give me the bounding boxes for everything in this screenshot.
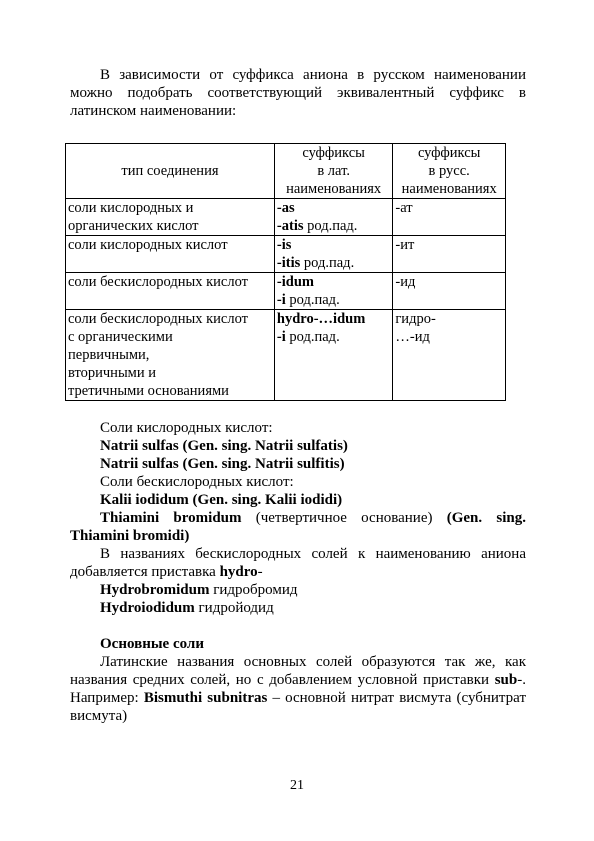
oxy-label: Соли кислородных кислот: [100,420,273,436]
example-4: Thiamini bromidum (четвертичное основание) (Gen. sing. Thiamini bromidi) [70,510,526,544]
cell-type: соли кислородных кислот [66,236,275,273]
nonoxy-label: Соли бескислородных кислот: [100,474,294,490]
cell-rus: гидро- …-ид [393,310,506,401]
section-heading: Основные соли [100,636,204,652]
header-lat: суффиксы в лат. наименованиях [274,144,392,199]
header-type: тип соединения [66,144,275,199]
example-1: Natrii sulfas (Gen. sing. Natrii sulfatis) [100,438,348,454]
cell-type: соли бескислородных кислот с органическими первичными, вторичными и третичными основаниями [66,310,275,401]
cell-lat: -as -atis род.пад. [274,199,392,236]
table-row [66,199,506,236]
examples-block [70,419,526,617]
example-3: Kalii iodidum (Gen. sing. Kalii iodidi) [100,492,343,508]
table-row [66,310,506,401]
cell-type: соли бескислородных кислот [66,273,275,310]
table-header-row [66,144,506,199]
cell-type: соли кислородных и органических кислот [66,199,275,236]
cell-lat: -is -itis род.пад. [274,236,392,273]
table-row [66,236,506,273]
cell-rus: -ит [393,236,506,273]
hydro-paragraph: В названиях бескислородных солей к наименованию аниона добавляется приставка hydro- [70,546,526,580]
intro-paragraph: В зависимости от суффикса аниона в русском наименовании можно подобрать соответствующий эквивалентный суффикс в латинском наименовании: [70,67,526,119]
page-content [70,66,526,725]
table-row [66,273,506,310]
cell-lat: hydro-…idum -i род.пад. [274,310,392,401]
basic-paragraph: Латинские названия основных солей образуются так же, как названия средних солей, но с добавлением условной приставки sub-. Например: Bismuthi subnitras – основной нитрат висмута (субнитрат висмута) [70,654,526,724]
suffix-table [65,143,506,401]
page-number: 21 [290,778,304,793]
basic-salts-section [70,635,526,725]
cell-lat: -idum -i род.пад. [274,273,392,310]
header-rus: суффиксы в русс. наименованиях [393,144,506,199]
hydro-example: Hydroiodidum гидройодид [100,600,274,616]
hydro-example: Hydrobromidum гидробромид [100,582,298,598]
cell-rus: -ат [393,199,506,236]
example-2: Natrii sulfas (Gen. sing. Natrii sulfitis) [100,456,345,472]
cell-rus: -ид [393,273,506,310]
